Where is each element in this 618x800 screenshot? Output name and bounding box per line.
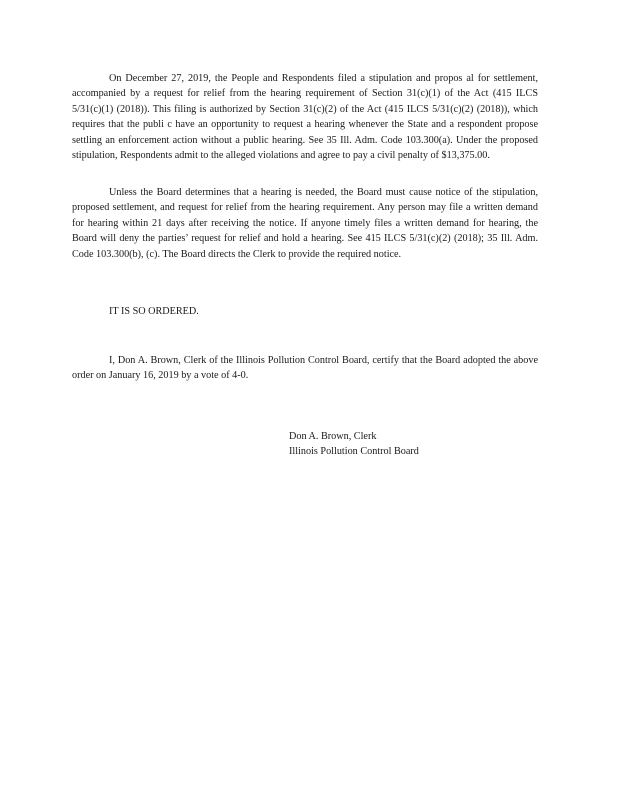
certification-text: I, Don A. Brown, Clerk of the Illinois Pollution Control Board, certify that the Board adopted the above order on January 16, 2019 by a vote of 4-0. bbox=[72, 355, 538, 382]
paragraph-text: On December 27, 2019, the People and Respondents filed a stipulation and propos al for settlement, accompanied by a request for relief from the hearing requirement of Section 31(c)(1) of the Act (415 ILCS 5/31(c)(1) (2018)). This filing is authorized by Section 31(c)(2) of the Act (415 ILCS 5/31(c)(2) (2018)), which requires that the publi c have an opportunity to request a hearing whenever the State and a respondent propose settling an enforcement action without a public hearing. See 35 Ill. Adm. Code 103.300(a). Under the proposed stipulation, Respondents admit to the alleged violations and agree to pay a civil penalty of $13,375.00. bbox=[72, 73, 538, 162]
signature-name: Don A. Brown, Clerk bbox=[289, 431, 377, 442]
signature-block bbox=[289, 429, 419, 460]
paragraph-stipulation-filed bbox=[72, 71, 538, 163]
clerk-certification bbox=[72, 353, 538, 384]
order-statement: IT IS SO ORDERED. bbox=[109, 306, 199, 317]
paragraph-hearing-notice bbox=[72, 185, 538, 262]
signature-organization: Illinois Pollution Control Board bbox=[289, 446, 419, 458]
paragraph-text: Unless the Board determines that a hearing is needed, the Board must cause notice of the stipulation, proposed settlement, and request for relief from the hearing requirement. Any person may file a written demand for hearing within 21 days after receiving the notice. If anyone timely files a written demand for hearing, the Board will deny the parties’ request for relief and hold a hearing. See 415 ILCS 5/31(c)(2) (2018); 35 Ill. Adm. Code 103.300(b), (c). The Board directs the Clerk to provide the required notice. bbox=[72, 187, 538, 260]
